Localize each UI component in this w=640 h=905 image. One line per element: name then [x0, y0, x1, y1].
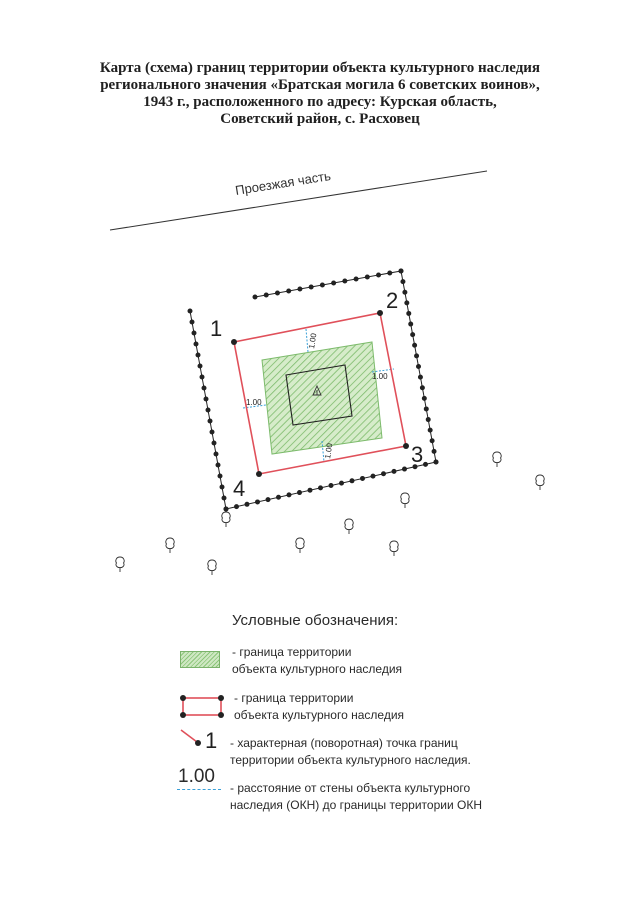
fence-post [430, 439, 434, 443]
fence-post [202, 386, 206, 390]
fence-post [190, 320, 194, 324]
fence-post [192, 331, 196, 335]
tree-icon [166, 538, 174, 553]
distance-label-left: 1.00 [246, 398, 262, 407]
fence-post [399, 269, 403, 273]
legend-point-line-1: - характерная (поворотная) точка границ [230, 736, 458, 750]
legend-hatch-text [232, 644, 402, 678]
fence-post [212, 441, 216, 445]
distance-label-top: 1.00 [307, 332, 319, 350]
fence-post [350, 479, 354, 483]
legend-distance-underline [177, 789, 221, 790]
fence-post [256, 500, 260, 504]
fence-post [204, 397, 208, 401]
legend-boundary-line-2: объекта культурного наследия [234, 708, 405, 722]
fence-post [245, 502, 249, 506]
fence-post [403, 290, 407, 294]
fence-post [418, 375, 422, 379]
fence-post [407, 311, 411, 315]
legend-distance-text [230, 780, 482, 814]
fence-post [253, 295, 257, 299]
distance-label-right: 1.00 [372, 372, 388, 381]
fence-post [388, 271, 392, 275]
fence-post [415, 354, 419, 358]
fence-post [266, 498, 270, 502]
legend-point-text [230, 735, 471, 769]
fence-post [224, 507, 228, 511]
fence-post [382, 472, 386, 476]
legend-point-number: 1 [205, 728, 218, 753]
fence-post [392, 469, 396, 473]
fence-post [420, 386, 424, 390]
fence-post [329, 484, 333, 488]
legend-distance-line-2: наследия (ОКН) до границы территории ОКН [230, 798, 482, 812]
point-label-1: 1 [210, 316, 223, 341]
tree-icon [390, 541, 398, 556]
fence-post [235, 505, 239, 509]
fence-post [200, 375, 204, 379]
fence-post [371, 474, 375, 478]
fence-post [206, 408, 210, 412]
fence-post [277, 495, 281, 499]
tree-icon [493, 452, 501, 467]
tree-icon [401, 493, 409, 508]
fence-post [403, 467, 407, 471]
fence-post [428, 428, 432, 432]
legend-heading: Условные обозначения: [232, 612, 399, 629]
legend-hatch-swatch [180, 651, 220, 668]
fence-post [208, 419, 212, 423]
fence-post [214, 452, 218, 456]
fence-post [426, 418, 430, 422]
hatch-territory [262, 342, 382, 454]
point-label-4: 4 [233, 476, 246, 501]
fence-post [413, 343, 417, 347]
fence-post [298, 287, 302, 291]
fence-post [424, 407, 428, 411]
fence-post [422, 396, 426, 400]
fence-post [275, 291, 279, 295]
title-line-2: регионального значения «Братская могила 6 советских воинов», [100, 77, 540, 93]
fence-post [343, 279, 347, 283]
fence-post [401, 280, 405, 284]
fence-post [319, 486, 323, 490]
legend-boundary-symbol [180, 695, 224, 718]
legend-distance-line-1: - расстояние от стены объекта культурного [230, 781, 471, 795]
tree-icon [116, 557, 124, 572]
fence-post [432, 449, 436, 453]
point-label-3: 3 [411, 442, 424, 467]
fence-post [210, 430, 214, 434]
title-line-4: Советский район, с. Расховец [220, 111, 420, 127]
fence-post [220, 485, 224, 489]
legend-boundary-text [234, 690, 404, 724]
fence-post [424, 462, 428, 466]
fence-post [287, 493, 291, 497]
tree-icon [222, 512, 230, 527]
road-label: Проезжая часть [234, 168, 332, 198]
fence-post [194, 342, 198, 346]
legend-hatch-line-2: объекта культурного наследия [232, 662, 403, 676]
legend-hatch-line-1: - граница территории [232, 645, 352, 659]
tree-icon [345, 519, 353, 534]
legend-point-symbol [181, 730, 201, 746]
tree-icon [208, 560, 216, 575]
fence-post [411, 333, 415, 337]
fence-post [216, 463, 220, 467]
legend-boundary-line-1: - граница территории [234, 691, 354, 705]
fence-post [354, 277, 358, 281]
fence-post [365, 275, 369, 279]
fence-post [409, 322, 413, 326]
fence-post [218, 474, 222, 478]
title-line-1: Карта (схема) границ территории объекта культурного наследия [99, 60, 541, 76]
fence-post [434, 460, 438, 464]
trees [116, 452, 544, 575]
fence-post [377, 273, 381, 277]
fence-post [222, 496, 226, 500]
fence-post [340, 481, 344, 485]
fence-post [417, 365, 421, 369]
fence-post [320, 283, 324, 287]
title-line-3: 1943 г., расположенного по адресу: Курская область, [143, 94, 497, 110]
fence-post [287, 289, 291, 293]
tree-icon [296, 538, 304, 553]
fence-post [308, 488, 312, 492]
fence-post [298, 491, 302, 495]
fence-post [196, 353, 200, 357]
fence-post [198, 364, 202, 368]
fence-post [332, 281, 336, 285]
distance-label-bottom: 1.00 [323, 442, 335, 460]
fence-post [405, 301, 409, 305]
legend-distance-number: 1.00 [178, 766, 215, 787]
legend-point-line-2: территории объекта культурного наследия. [230, 753, 471, 767]
fence-post [188, 309, 192, 313]
tree-icon [536, 475, 544, 490]
fence-post [309, 285, 313, 289]
fence-post [264, 293, 268, 297]
fence-post [361, 476, 365, 480]
point-label-2: 2 [386, 288, 399, 313]
